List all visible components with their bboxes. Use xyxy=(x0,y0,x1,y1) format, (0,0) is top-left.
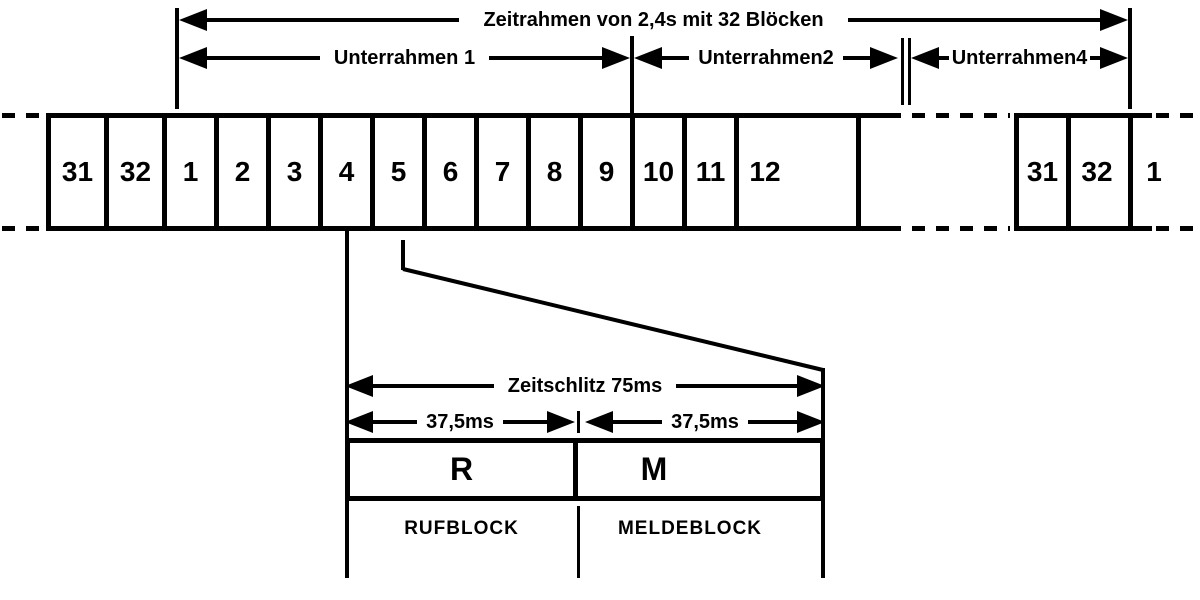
meldeblock-cell xyxy=(578,443,820,496)
arrowhead-left-icon xyxy=(179,47,207,69)
arrow-shaft xyxy=(1090,56,1100,60)
slot-duration-label: Zeitschlitz 75ms xyxy=(507,375,663,397)
block-cell xyxy=(739,118,791,226)
half-slot-left-label: 37,5ms xyxy=(426,411,494,433)
frame-duration-label: Zeitrahmen von 2,4s mit 32 Blöcken xyxy=(483,9,824,31)
dashed-line-bottom-left xyxy=(2,226,44,231)
arrowhead-left-icon xyxy=(345,375,373,397)
arrow-shaft xyxy=(373,420,417,424)
subframe-4-label: Unterrahmen4 xyxy=(951,47,1088,69)
block-cell xyxy=(479,118,531,226)
subframe-4-arrow xyxy=(911,46,1128,70)
arrow-shaft xyxy=(207,18,459,22)
half-slot-right-label: 37,5ms xyxy=(671,411,739,433)
arrowhead-right-icon xyxy=(1100,47,1128,69)
arrow-shaft xyxy=(613,420,662,424)
block-cell xyxy=(635,118,687,226)
block-cell xyxy=(323,118,375,226)
block-number: 2 xyxy=(234,156,251,187)
solid-line-top-ext xyxy=(861,113,888,118)
arrow-shaft xyxy=(489,56,602,60)
block-cell xyxy=(375,118,427,226)
subframe-2-label: Unterrahmen2 xyxy=(698,47,834,69)
frame-right-boundary-line xyxy=(1128,8,1132,109)
arrow-shaft xyxy=(676,384,797,388)
block-cell xyxy=(219,118,271,226)
slot-duration-arrow xyxy=(345,374,825,398)
dashed-line-top-gap xyxy=(888,113,1010,118)
arrow-shaft xyxy=(662,56,689,60)
block-cell xyxy=(1071,118,1123,226)
half-slot-right-arrow xyxy=(585,410,825,434)
block-cell xyxy=(583,118,635,226)
block-number: 1 xyxy=(182,156,199,187)
arrowhead-left-icon xyxy=(585,411,613,433)
slot-box xyxy=(345,438,825,501)
block-number: 8 xyxy=(546,156,563,187)
block-number: 10 xyxy=(642,156,675,187)
arrow-shaft xyxy=(848,18,1100,22)
arrowhead-left-icon xyxy=(634,47,662,69)
dashed-line-bottom-gap xyxy=(888,226,1010,231)
rufblock-cell xyxy=(350,443,578,496)
block-number: 7 xyxy=(494,156,511,187)
arrowhead-left-icon xyxy=(179,9,207,31)
block-number: 6 xyxy=(442,156,459,187)
block-cell xyxy=(1019,118,1071,226)
break-mark-line-1 xyxy=(901,38,904,105)
solid-line-bottom-ext xyxy=(861,226,888,231)
arrowhead-right-icon xyxy=(547,411,575,433)
slot-bottom-divider-line xyxy=(577,506,580,578)
subframe-2-arrow xyxy=(634,46,898,70)
block-cell xyxy=(531,118,583,226)
arrow-shaft xyxy=(748,420,797,424)
block-number: 5 xyxy=(390,156,407,187)
arrowhead-left-icon xyxy=(345,411,373,433)
block-cell xyxy=(271,118,323,226)
subframe-1-arrow xyxy=(179,46,630,70)
half-slot-divider-tick xyxy=(577,411,580,433)
subframe-1-label: Unterrahmen 1 xyxy=(333,47,476,69)
block-number: 3 xyxy=(286,156,303,187)
block-number: 31 xyxy=(61,156,94,187)
arrow-shaft xyxy=(503,420,547,424)
detail-right-line-start xyxy=(401,240,405,270)
arrowhead-right-icon xyxy=(870,47,898,69)
block-cell xyxy=(109,118,167,226)
arrow-shaft xyxy=(939,56,949,60)
block-cell-open xyxy=(1133,113,1175,231)
block-cell xyxy=(427,118,479,226)
arrowhead-left-icon xyxy=(911,47,939,69)
block-strip-main xyxy=(46,113,861,231)
block-number: 32 xyxy=(1081,156,1113,187)
meldeblock-letter: M xyxy=(640,451,668,487)
block-strip-tail xyxy=(1014,113,1133,231)
block-number: 31 xyxy=(1026,156,1059,187)
arrowhead-right-icon xyxy=(602,47,630,69)
rufblock-letter: R xyxy=(449,451,474,487)
rufblock-label: RUFBLOCK xyxy=(404,518,519,539)
block-number: 12 xyxy=(749,156,781,187)
half-slot-left-arrow xyxy=(345,410,575,434)
arrowhead-right-icon xyxy=(1100,9,1128,31)
arrowhead-right-icon xyxy=(797,411,825,433)
meldeblock-label: MELDEBLOCK xyxy=(617,518,763,539)
block-number: 1 xyxy=(1146,156,1162,187)
block-number: 4 xyxy=(338,156,355,187)
block-cell xyxy=(167,118,219,226)
block-number: 32 xyxy=(119,156,152,187)
arrow-shaft xyxy=(373,384,494,388)
arrowhead-right-icon xyxy=(797,375,825,397)
frame-duration-arrow xyxy=(179,8,1128,32)
arrow-shaft xyxy=(843,56,870,60)
block-number: 9 xyxy=(598,156,615,187)
block-cell xyxy=(687,118,739,226)
block-number: 11 xyxy=(695,156,726,187)
arrow-shaft xyxy=(207,56,320,60)
dashed-line-top-left xyxy=(2,113,44,118)
block-cell xyxy=(51,118,109,226)
